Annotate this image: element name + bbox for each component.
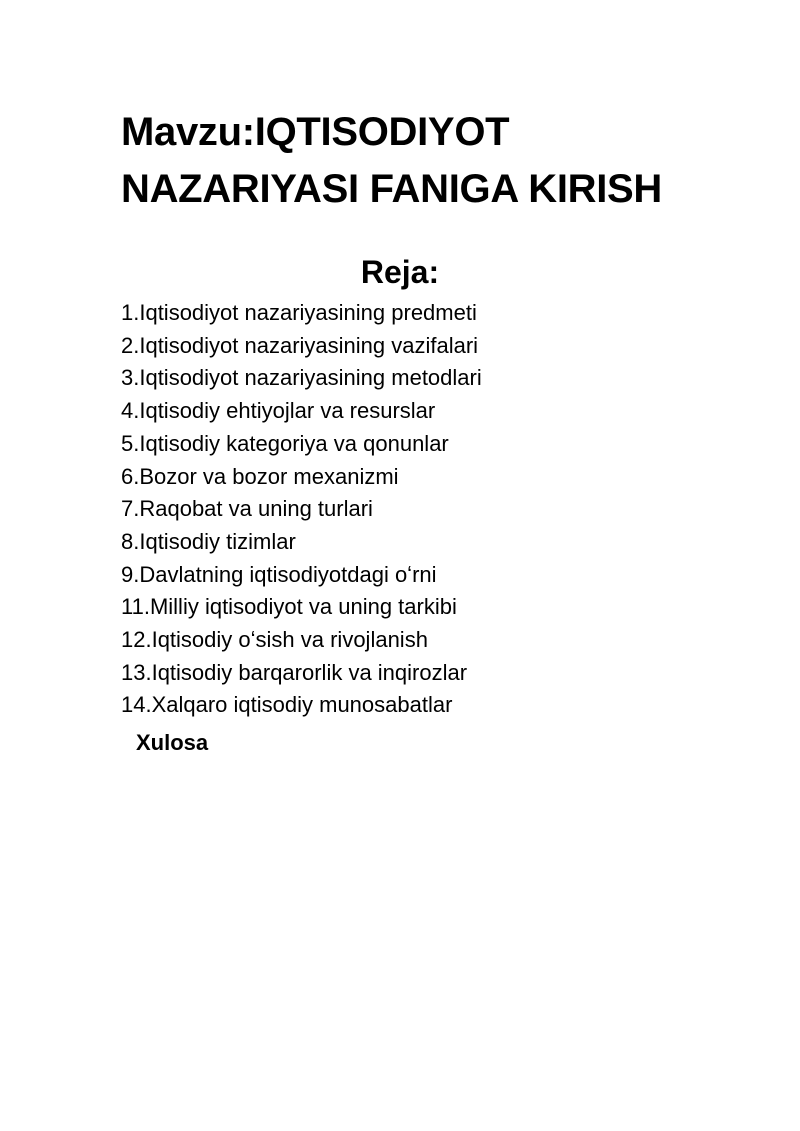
list-item: 12.Iqtisodiy oʻsish va rivojlanish — [121, 627, 428, 653]
title-line-1: Mavzu:IQTISODIYOT — [121, 110, 510, 154]
list-item: 2.Iqtisodiyot nazariyasining vazifalari — [121, 332, 479, 358]
plan-heading: Reja: — [360, 254, 440, 290]
list-item: 1.Iqtisodiyot nazariyasining predmeti — [121, 300, 477, 325]
list-item: 3.Iqtisodiyot nazariyasining metodlari — [121, 365, 482, 391]
list-item: 5.Iqtisodiy kategoriya va qonunlar — [121, 430, 449, 456]
list-item: 7.Raqobat va uning turlari — [121, 496, 373, 522]
list-item: 6.Bozor va bozor mexanizmi — [121, 463, 399, 489]
list-item: 11.Milliy iqtisodiyot va uning tarkibi — [121, 594, 457, 620]
page-title — [121, 104, 761, 218]
list-item: 8.Iqtisodiy tizimlar — [121, 528, 296, 554]
plan-list — [121, 297, 482, 722]
conclusion-label: Xulosa — [136, 730, 209, 755]
list-item: 9.Davlatning iqtisodiyotdagi oʻrni — [121, 561, 437, 587]
title-line-2: NAZARIYASI FANIGA KIRISH — [121, 167, 663, 211]
list-item: 13.Iqtisodiy barqarorlik va inqirozlar — [121, 659, 468, 685]
list-item: 14.Xalqaro iqtisodiy munosabatlar — [121, 692, 453, 718]
list-item: 4.Iqtisodiy ehtiyojlar va resurslar — [121, 398, 436, 424]
